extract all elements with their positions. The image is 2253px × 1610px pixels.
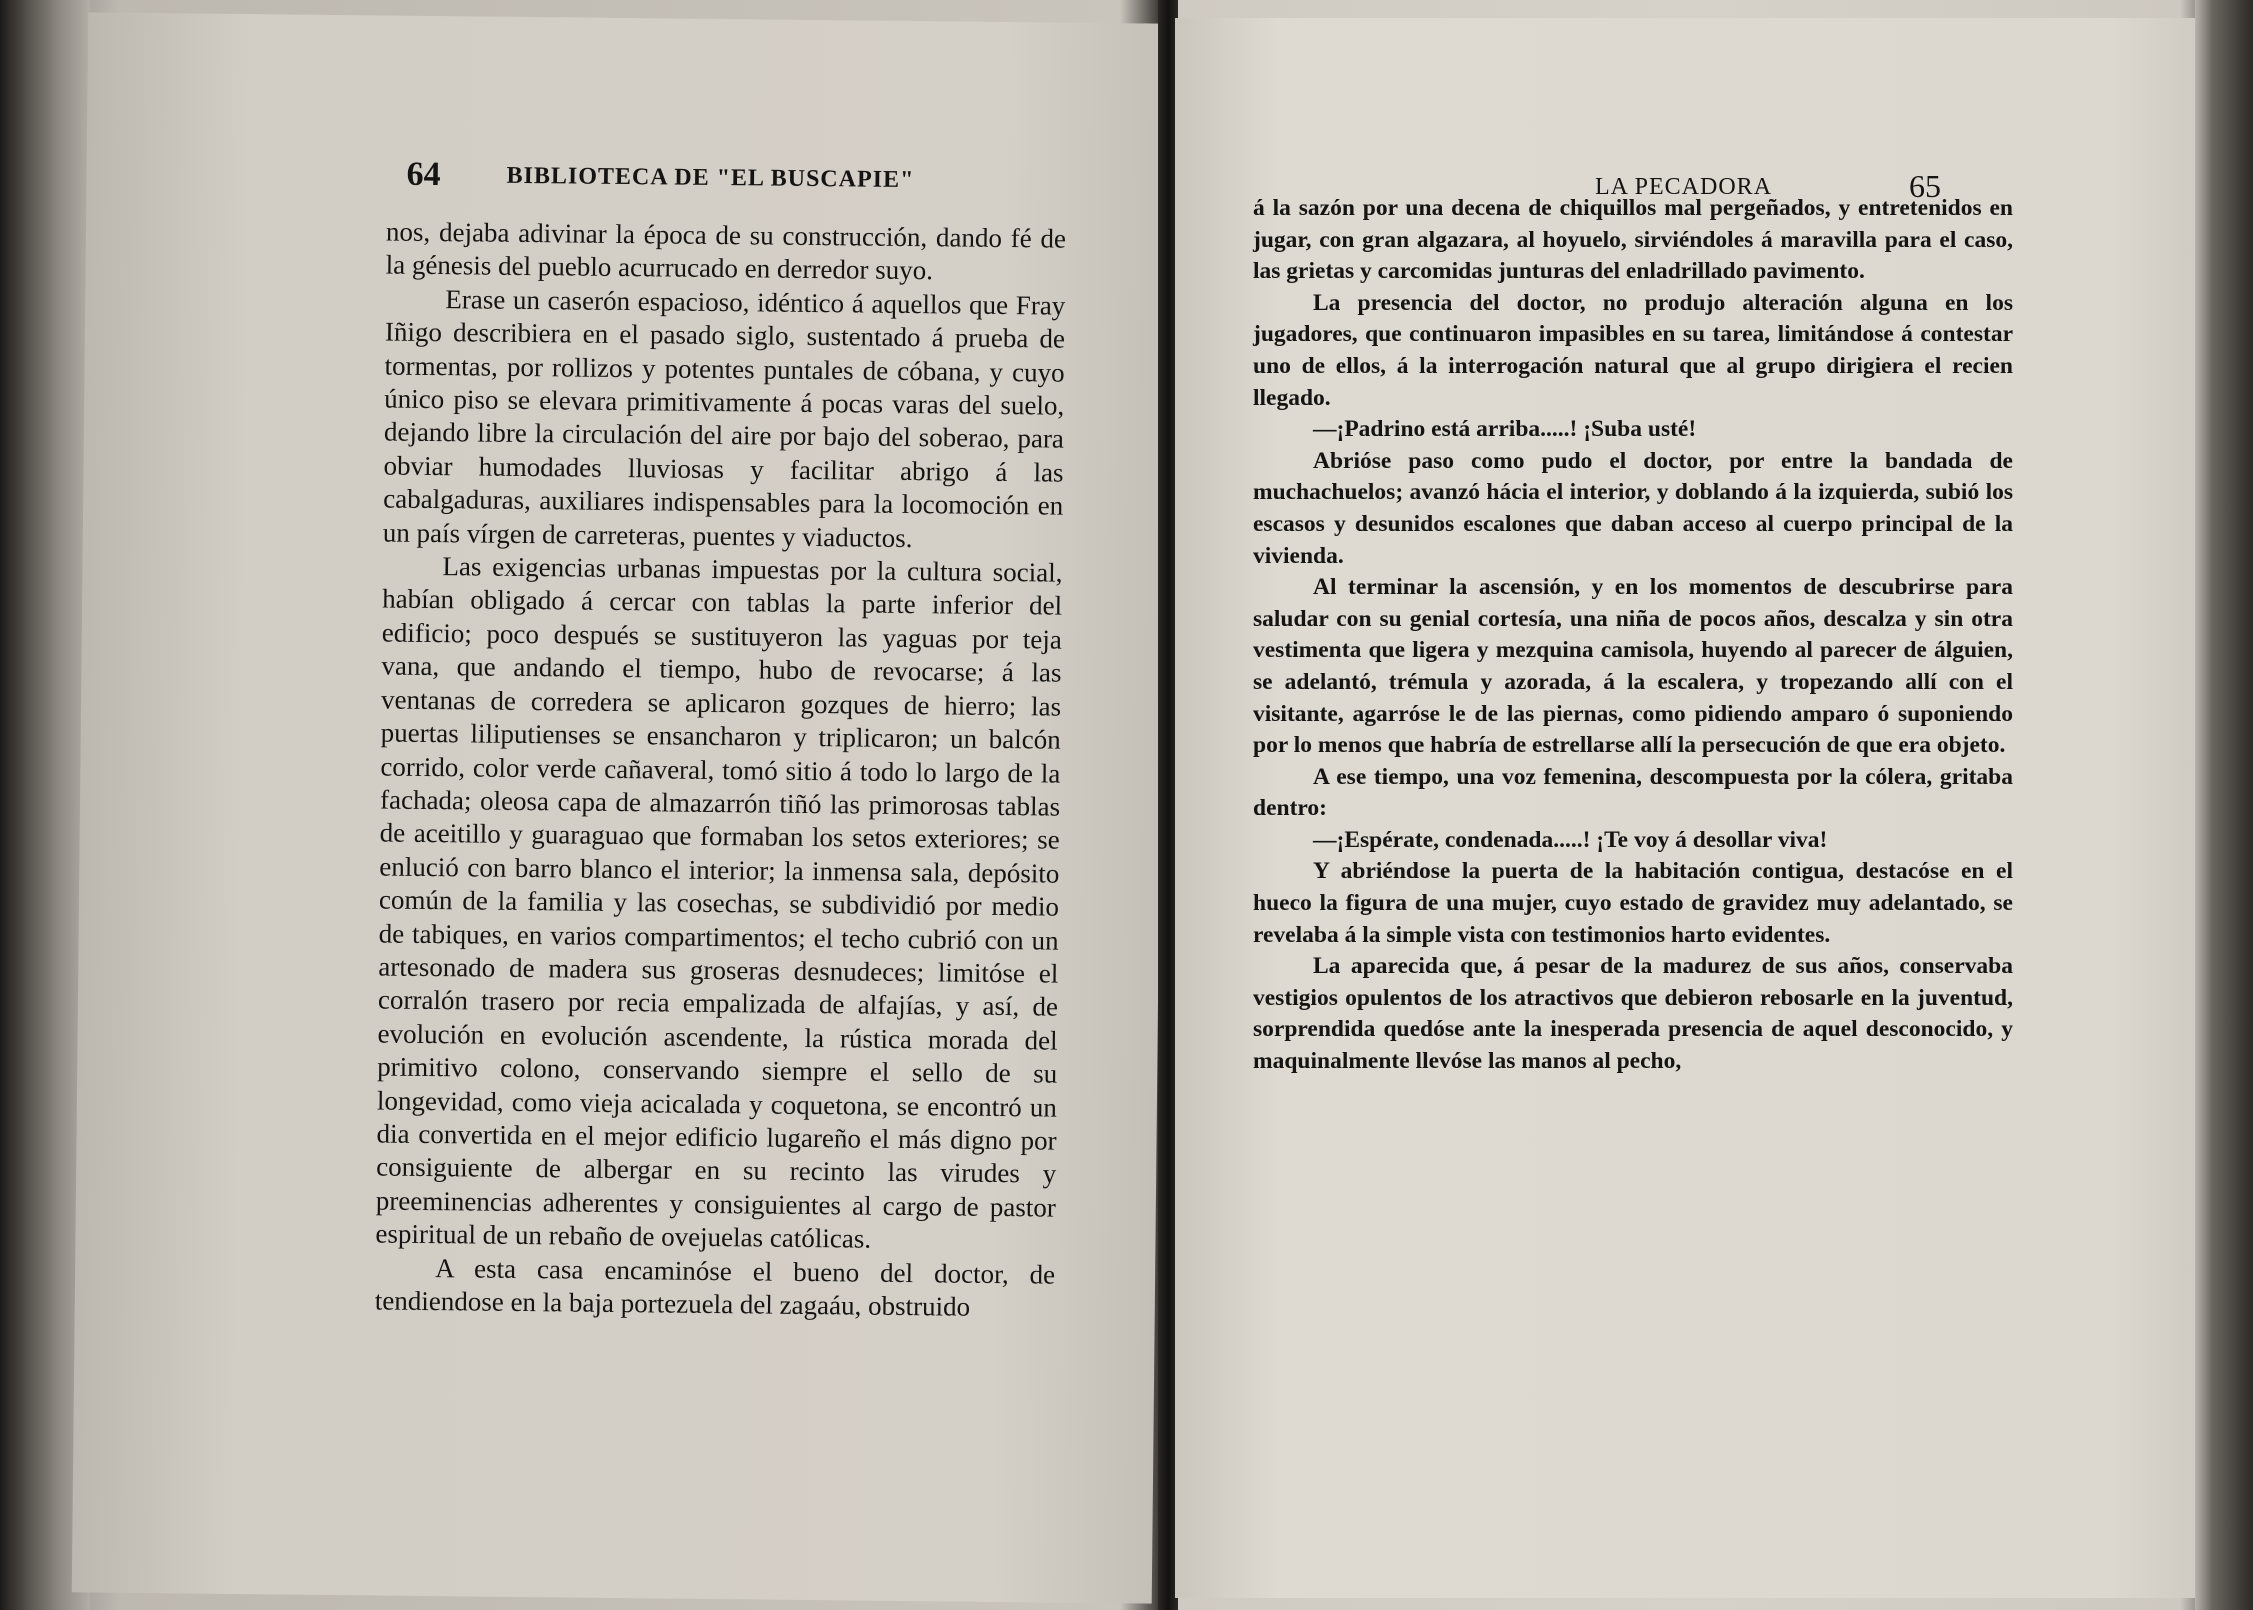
left-paragraph-4: A esta casa encaminóse el bueno del doctor, de tendiendose en la baja portezuela del zagaáu, obstruido [374, 1252, 1056, 1322]
right-paragraph-8: Y abriéndose la puerta de la habitación contigua, destacóse en el hueco la figura de una mujer, cuyo estado de gravidez muy adelantado, se revelaba á la simple vista con testimonios harto evidentes. [1253, 858, 2013, 948]
left-paragraph-2: Erase un caserón espacioso, idéntico á aquellos que Fray Iñigo describiera en el pasado siglo, sustentado á prueba de tormentas, por rollizos y potentes puntales de cóbana, y cuyo único piso se elevara primitivamente á pocas varas del suelo, dejando libre la circulación del aire por bajo del soberao, para obviar humodades lluviosas y facilitar abrigo á las cabalgaduras, auxiliares indispensables para la locomoción en un país vírgen de carreteras, puentes y viaductos. [382, 283, 1066, 553]
left-page-text [375, 216, 1067, 1325]
left-page-number: 64 [406, 155, 441, 194]
left-page [72, 12, 1168, 1603]
right-paragraph-5: Al terminar la ascensión, y en los momentos de descubrirse para saludar con su genial cortesía, una niña de pocos años, descalza y sin otra vestimenta que ligera y mezquina camisola, huyendo al parecer de álguien, se adelantó, trémula y azorada, á la escalera, y tropezando allí con el visitante, agarróse le de las piernas, como pidiendo amparo ó suponiendo por lo menos que habría de estrellarse allí la persecución de que era objeto. [1253, 574, 2013, 759]
left-running-head [86, 132, 1167, 203]
left-running-title: BIBLIOTECA DE "EL BUSCAPIE" [506, 162, 915, 194]
right-page [1175, 18, 2215, 1598]
right-paragraph-2: La presencia del doctor, no produjo alteración alguna en los jugadores, que continuaron impasibles en su tarea, limitándose á contestar uno de ellos, á la interrogación natural que al grupo dirigiera el recien llegado. [1253, 289, 2013, 411]
left-paragraph-1: nos, dejaba adivinar la época de su construcción, dando fé de la génesis del pueblo acurrucado en derredor suyo. [385, 216, 1067, 286]
right-paragraph-3: —¡Padrino está arriba.....! ¡Suba usté! [1313, 416, 1697, 443]
right-page-number: 65 [1909, 168, 1941, 204]
right-running-title: LA PECADORA [1595, 174, 1773, 200]
right-paragraph-9: La aparecida que, á pesar de la madurez de sus años, conservaba vestigios opulentos de los atractivos que debieron rebosarle en la juventud, sorprendida quedóse ante la inesperada presencia de aquel desconocido, y maquinalmente llevóse las manos al pecho, [1253, 953, 2013, 1075]
right-paragraph-7: —¡Espérate, condenada.....! ¡Te voy á desollar viva! [1313, 826, 1828, 853]
right-page-text [1253, 193, 2013, 1078]
left-paragraph-3: Las exigencias urbanas impuestas por la cultura social, habían obligado á cercar con tablas la parte inferior del edificio; poco después se sustituyeron las yaguas por teja vana, que andando el tiempo, hubo de revocarse; á las ventanas de corredera se aplicaron gozques de hierro; las puertas liliputienses se ensancharon y triplicaron; un balcón corrido, color verde cañaveral, tomó sitio á todo lo largo de la fachada; oleosa capa de almazarrón tiñó las primorosas tablas de aceitillo y guaraguao que formaban los setos exteriores; se enlució con barro blanco el interior; la inmensa sala, depósito común de la familia y las cosechas, se subdividió por medio de tabiques, en varios compartimentos; el techo cubrió con un artesonado de madera sus groseras desnudeces; limitóse el corralón trasero por recia empalizada de alfajías, y así, de evolución en evolución ascendente, la rústica morada del primitivo colono, conservando siempre el sello de su longevidad, como vieja acicalada y coquetona, se encontró un dia convertida en el mejor edificio lugareño el más digno por consiguiente de albergar en su recinto las virudes y preeminencias adherentes y consiguientes al cargo de pastor espiritual de un rebaño de ovejuelas católicas. [375, 551, 1063, 1254]
right-paragraph-1: á la sazón por una decena de chiquillos mal pergeñados, y entretenidos en jugar, con gran algazara, al hoyuelo, sirviéndoles á maravilla para el caso, las grietas y carcomidas junturas del enladrillado pavimento. [1253, 195, 2013, 285]
right-paragraph-6: A ese tiempo, una voz femenina, descompuesta por la cólera, gritaba dentro: [1253, 763, 2013, 822]
right-running-head [1175, 138, 2215, 204]
book-right-edge [2195, 0, 2253, 1610]
right-paragraph-4: Abrióse paso como pudo el doctor, por entre la bandada de muchachuelos; avanzó hácia el interior, y doblando á la izquierda, subió los escasos y desunidos escalones que daban acceso al cuerpo principal de la vivienda. [1253, 447, 2013, 569]
